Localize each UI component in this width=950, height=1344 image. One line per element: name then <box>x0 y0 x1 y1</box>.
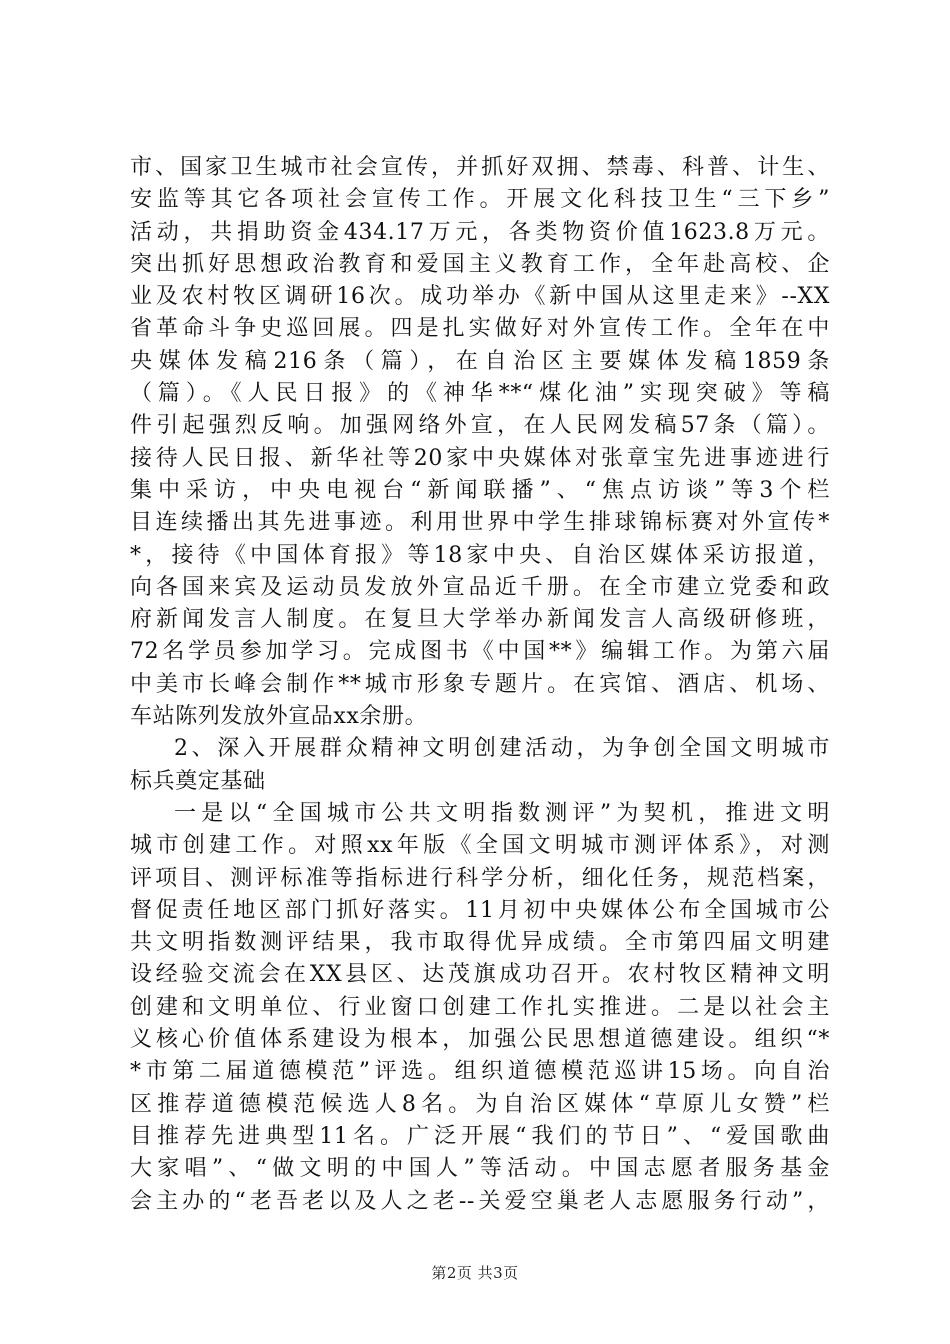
text-line: 活动，共捐助资金434.17万元，各类物资价值1623.8万元。 <box>130 219 830 245</box>
text-line: （篇）。《人民日报》的《神华**“煤化油”实现突破》等稿 <box>130 381 830 407</box>
text-line: 评项目、测评标准等指标进行科学分析，细化任务，规范档案， <box>130 865 830 891</box>
section-heading-cont: 标兵奠定基础 <box>130 768 266 794</box>
text-line: 会主办的“老吾老以及人之老--关爱空巢老人志愿服务行动”， <box>130 1188 830 1214</box>
text-line: 一是以“全国城市公共文明指数测评”为契机，推进文明 <box>174 800 830 826</box>
text-line: 突出抓好思想政治教育和爱国主义教育工作，全年赴高校、企 <box>130 251 830 277</box>
text-line: 业及农村牧区调研16次。成功举办《新中国从这里走来》--XX <box>130 284 830 310</box>
text-line: 省革命斗争史巡回展。四是扎实做好对外宣传工作。全年在中 <box>130 316 830 342</box>
text-line: 义核心价值体系建设为根本，加强公民思想道德建设。组织“* <box>130 1027 830 1053</box>
text-line: 72名学员参加学习。完成图书《中国**》编辑工作。为第六届 <box>130 639 830 665</box>
text-line: 安监等其它各项社会宣传工作。开展文化科技卫生“三下乡” <box>130 187 830 213</box>
text-line: 市、国家卫生城市社会宣传，并抓好双拥、禁毒、科普、计生、 <box>130 155 830 180</box>
text-line: 件引起强烈反响。加强网络外宣，在人民网发稿57条（篇）。 <box>130 413 830 439</box>
text-line: 创建和文明单位、行业窗口创建工作扎实推进。二是以社会主 <box>130 994 830 1020</box>
text-line: 大家唱”、“做文明的中国人”等活动。中国志愿者服务基金 <box>130 1156 830 1182</box>
text-line: 向各国来宾及运动员发放外宣品近千册。在全市建立党委和政 <box>130 574 830 600</box>
text-line: 设经验交流会在XX县区、达茂旗成功召开。农村牧区精神文明 <box>130 962 830 988</box>
text-line: 府新闻发言人制度。在复旦大学举办新闻发言人高级研修班， <box>130 607 830 633</box>
text-line: 目连续播出其先进事迹。利用世界中学生排球锦标赛对外宣传* <box>130 510 830 536</box>
text-line: 共文明指数测评结果，我市取得优异成绩。全市第四届文明建 <box>130 930 830 956</box>
text-line: 城市创建工作。对照xx年版《全国文明城市测评体系》，对测 <box>130 833 830 859</box>
text-line: *，接待《中国体育报》等18家中央、自治区媒体采访报道， <box>130 542 830 568</box>
page-number-footer: 第2页 共3页 <box>431 1264 519 1282</box>
text-line: 区推荐道德模范候选人8名。为自治区媒体“草原儿女赞”栏 <box>130 1091 830 1117</box>
text-line: 中美市长峰会制作**城市形象专题片。在宾馆、酒店、机场、 <box>130 671 830 697</box>
text-line: 目推荐先进典型11名。广泛开展“我们的节日”、“爱国歌曲 <box>130 1123 830 1149</box>
document-body <box>130 152 830 1218</box>
text-line: 督促责任地区部门抓好落实。11月初中央媒体公布全国城市公 <box>130 897 830 923</box>
text-line: 集中采访，中央电视台“新闻联播”、“焦点访谈”等3个栏 <box>130 477 830 503</box>
section-heading: 2、深入开展群众精神文明创建活动，为争创全国文明城市 <box>174 736 830 762</box>
text-line: 接待人民日报、新华社等20家中央媒体对张章宝先进事迹进行 <box>130 445 830 471</box>
text-line: *市第二届道德模范”评选。组织道德模范巡讲15场。向自治 <box>130 1059 830 1085</box>
text-line: 央媒体发稿216条（篇），在自治区主要媒体发稿1859条 <box>130 348 830 374</box>
text-line: 车站陈列发放外宣品xx余册。 <box>130 704 428 730</box>
